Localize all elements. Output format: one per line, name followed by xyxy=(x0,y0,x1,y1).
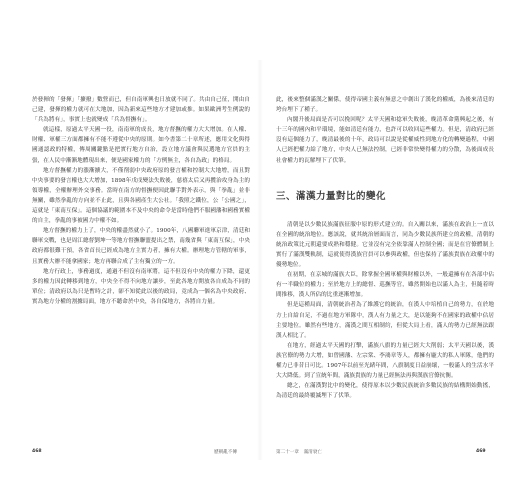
right-paragraph-3: 但是這種局面，清朝統治者為了維護它的統治，在漢人中培植自己的勢力，在於地方上自給自足，不過在地方軍隊中，漢人有力量之大，是以能夠不在國家的政權中佔居主要地位。雖然有些地方，滿漢之間互相制約，但從大局上看，滿人的勢力已經無法跟漢人相比了。 xyxy=(276,302,494,339)
left-paragraph-3: 地方督撫權力的漲漸擴大，不僅削弱中央政府原的發言權和控制大大地增，而且對中央事要的發言權也大大增加，1898年戊戌變法失敗後，慈禧太后又再攬治攻身為主的領導權，全權辦理外交事務。當時在南方的督撫便因此聯手對外表示，與「拳亂」並非無關，雖然拳亂的方向並不止此，且與各國產生大公社。「我照之鐵位，公「公國之」，這就是「東南互保」。這個協議的範圍本不及中央的命令是當時他們不服國藩和國務實權的自主，拳亂的事被國力中權不如。 xyxy=(32,167,250,225)
right-page xyxy=(276,95,494,401)
right-footer-page-number xyxy=(476,449,486,454)
left-page-number: 468 xyxy=(32,449,42,454)
left-paragraph-4: 地方督撫的權力上了，中央的權盡然就小了。1900年，八國聯軍進軍京津，清廷和聯軍交戰，也是周江總督劉坤一等地方督撫聯盟提出之禁，南幾省與「東南互保」，中央政府都很難干預，各省首長已經成為地方主實力者，擁有大權。辦理地方管轄的軍事，且實務大辦不能拿國家；地方再聯合成了主有獨立的一方。 xyxy=(32,228,250,265)
right-top-paragraph-2: 內閣升後局面是否可以挽回呢？太平天國和捻軍失敗後，晚清革命黨興起之後，有十三年的國內和平環境，能如清廷有能力，也許可以收回這些權力。但是，清政府已經沒有這個能力了，晚清最後的十年，政局可以說是從權威性到地方化的轉變過程，中國人已經把權力給了地方，中央人已無法控制，已經非常快變得權力的分散，為後面成長社會權力的瓦解埋下了伏筆。 xyxy=(276,117,494,164)
right-page-number: 469 xyxy=(476,449,486,454)
left-paragraph-2: 就這樣，原過太平天國一役，南南軍的成長，地方督撫的權力大大增加。在人權、財權、軍權三方面都擁有不能不遵從中央的原則。如今書第二十章所述，應用文化與得國通認政的特權，傳周關鍵點是把實行地方自治，設立地方議會與民選地方官員的主張，在人民中漸漸地體現出來，便是國家權力的「方例無主，各自為政」的格局。 xyxy=(32,127,250,164)
left-paragraph-1: 於發揮的「發揮」「擴撥」數營而已，但自南軍興也日放就不同了。共由自己征，開由自己建，發揮的權力就可在大地加，因為新來這些地方才建加或推。如果歐洲考生例說的「兵為將有」，事實上也就變成「兵為督撫有」。 xyxy=(32,97,250,124)
right-paragraph-1: 清朝是以少數民族滿族征服中原的形式建立的。自入關以來，滿族在政治上一直以在全國的統治地位。應該說，就其統治層面而言，同為少數民族所建立的政權，清朝的統治政策比元朝還要成熟和穩健。它並沒有完全依靠滿人控制全國；而是在官僚體制上實行了滿漢雙軌制，這就使得漢族官員可以參與政權，但也保持了滿族貴族在政權中的優勢地位。 xyxy=(276,221,494,269)
left-page xyxy=(32,95,250,307)
right-page-body xyxy=(276,95,494,166)
right-paragraph-4: 在地方，經過太平天國的打擊，滿族八旗的力量已經大大削弱；太平天國以後，漢族官僚的勢力大增，如曾國藩、左宗棠、李鴻章等人，都擁有龐大的私人軍隊，他們的權力已非昔日可比。1907年以前至光緒年間，八旗制度日益崩壞，一般滿人的生活水平大大降低。到了宣統年間，滿族貴族的力量已經無法再與漢族官僚抗衡。 xyxy=(276,342,494,380)
right-section-body xyxy=(276,220,494,402)
gutter-shadow xyxy=(257,60,263,460)
right-paragraph-2: 在初期，在京城的滿族大臣，除掌握全國軍權與財權以外，一般還擁有在各部中佔有一半職位的權力；至於地方上的總督、巡撫等官，雖然開始也以滿人為主，但隨着時間推移，漢人所佔的比重逐漸增加。 xyxy=(276,272,494,299)
left-footer-page-number xyxy=(32,449,42,454)
left-paragraph-5: 地方行政上，事務過度，通過不但沒有南軍將，這不但沒有中央的權力下降，還更多的權力因此轉移到地方，中央全不得不向地方讓步，至此各地方開放各自成為不同的單位；清政府以為只是暫時之計，卻不知從此以後的政局，竟成為一個名為中央政府、實為地方分權的割據局面，地方不聽命於中央，各自保地方，各將自力量。 xyxy=(32,268,250,305)
right-top-paragraph: 此，後來整個滿漢之關係，使得帝國主義有無意之中創出了漢化的權威，為後來清廷的垮台埋下了種子。 xyxy=(276,97,494,114)
left-footer-title: 歷朝亂不傳 xyxy=(214,450,237,455)
left-page-body xyxy=(32,95,250,307)
section-heading: 三、滿漢力量對比的變化 xyxy=(276,190,387,202)
right-footer-title: 第二十一章 滿清衰亡 xyxy=(276,450,322,455)
right-paragraph-5: 總之，在滿漢對比中的變化，使得原本以少數民族統治多數民族的結構開始動搖，為清廷的最終覆滅埋下了伏筆。 xyxy=(276,383,494,400)
